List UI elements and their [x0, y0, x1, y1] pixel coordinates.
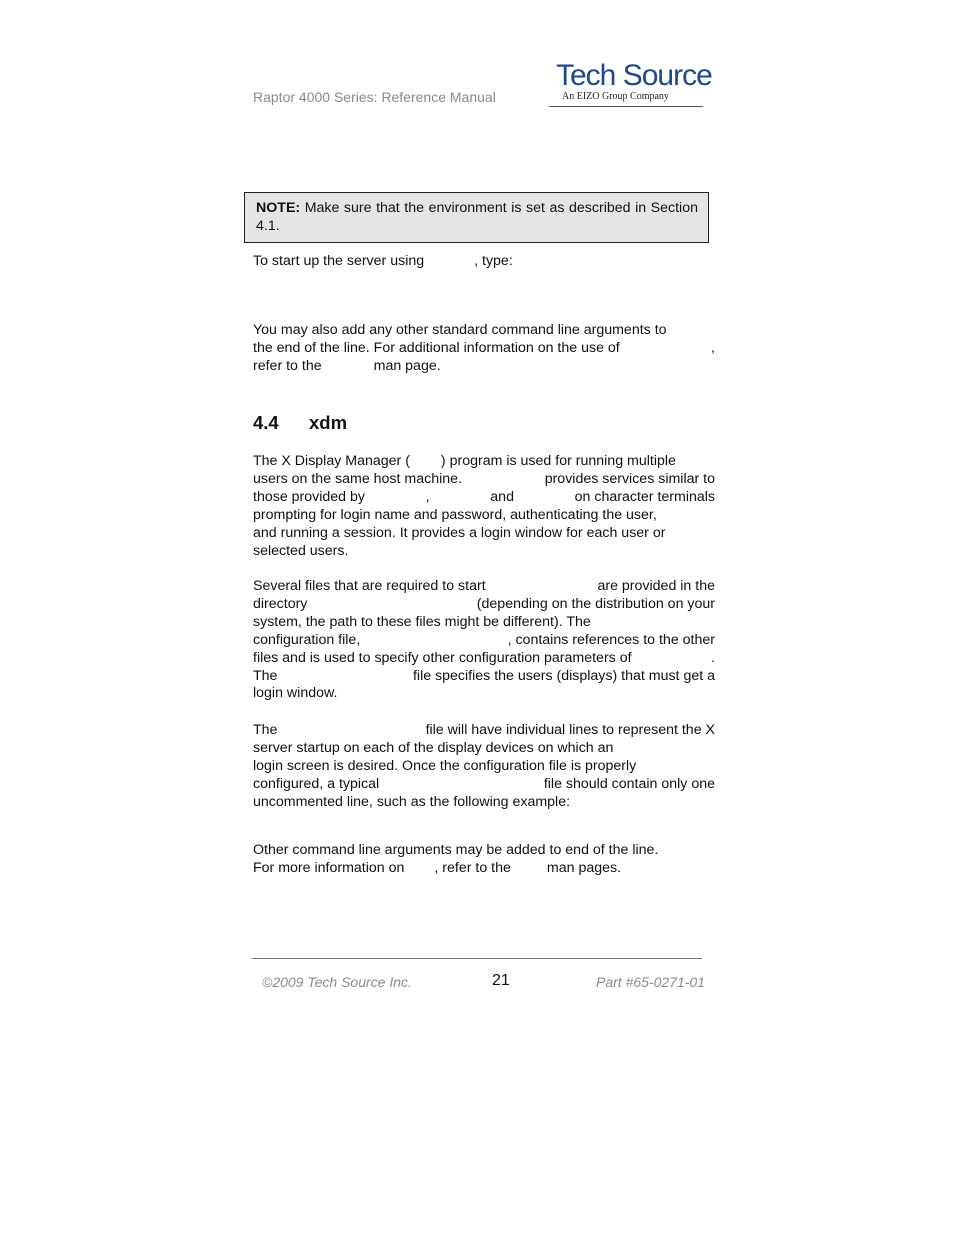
xdm-intro-paragraph	[253, 453, 715, 560]
text-fragment: login window.	[253, 685, 338, 702]
text-fragment: prompting for login name and password, authenticating the user,	[253, 506, 657, 523]
text-fragment: file will have individual lines to represent the X	[425, 722, 715, 738]
text-fragment: selected users.	[253, 542, 349, 559]
text-fragment: configuration file,	[253, 631, 361, 648]
text-fragment: and	[490, 488, 514, 505]
section-heading	[253, 412, 347, 434]
text-fragment: login screen is desired. Once the configuration file is properly	[253, 757, 637, 774]
header-title: Raptor 4000 Series: Reference Manual	[253, 89, 496, 105]
note-label: NOTE:	[256, 200, 301, 216]
text-fragment: on character terminals	[574, 488, 715, 505]
text-fragment: file specifies the users (displays) that must get a	[412, 667, 715, 684]
text-fragment: provides services similar to	[544, 470, 715, 487]
page-number: 21	[492, 972, 510, 989]
text-fragment: , refer to the	[434, 859, 511, 876]
text-fragment: (depending on the distribution on your	[476, 595, 715, 612]
text-fragment: system, the path to these files might be different). The	[253, 613, 591, 630]
text-fragment: The	[253, 667, 278, 684]
logo-main-text: Tech Source	[556, 59, 712, 92]
text-fragment: .	[711, 649, 715, 666]
section-title: xdm	[309, 412, 348, 433]
servers-paragraph	[253, 722, 715, 812]
footer-divider	[252, 958, 702, 959]
text-fragment: are provided in the	[597, 578, 715, 594]
header-divider	[549, 106, 703, 107]
footer-copyright: ©2009 Tech Source Inc.	[262, 974, 412, 990]
arguments-paragraph	[253, 322, 715, 376]
files-paragraph	[253, 578, 715, 703]
text-fragment: , type:	[474, 253, 513, 269]
text-fragment: files and is used to specify other configuration parameters of	[253, 649, 632, 666]
text-fragment: directory	[253, 595, 308, 612]
text-fragment: refer to the	[253, 357, 322, 374]
other-args-paragraph	[253, 842, 715, 878]
text-fragment: uncommented line, such as the following example:	[253, 793, 571, 810]
text-fragment: those provided by	[253, 488, 365, 505]
text-fragment: For more information on	[253, 859, 405, 876]
text-fragment: the end of the line. For additional information on the use of	[253, 339, 620, 356]
text-fragment: ) program is used for running multiple	[440, 453, 676, 469]
tech-source-logo	[556, 59, 712, 102]
text-fragment: The X Display Manager (	[253, 453, 410, 469]
footer-part-number: Part #65-0271-01	[596, 974, 705, 990]
text-fragment: ,	[711, 339, 715, 356]
text-fragment: To start up the server using	[253, 253, 425, 269]
text-fragment: The	[253, 722, 278, 738]
text-fragment: server startup on each of the display devices on which an	[253, 739, 614, 756]
section-number: 4.4	[253, 412, 279, 433]
text-fragment: and running a session. It provides a login window for each user or	[253, 524, 666, 541]
text-fragment: You may also add any other standard command line arguments to	[253, 322, 667, 338]
text-fragment: users on the same host machine.	[253, 470, 462, 487]
text-fragment: man page.	[373, 357, 441, 374]
text-fragment: configured, a typical	[253, 775, 380, 792]
logo-sub-text: An EIZO Group Company	[562, 91, 669, 102]
text-fragment: man pages.	[546, 859, 622, 876]
text-fragment: , contains references to the other	[507, 631, 715, 648]
text-fragment: Other command line arguments may be added to end of the line.	[253, 842, 659, 858]
text-fragment: Several files that are required to start	[253, 578, 486, 594]
note-text: Make sure that the environment is set as described in Section 4.1.	[256, 200, 698, 234]
text-fragment: file should contain only one	[543, 775, 715, 792]
text-fragment: ,	[425, 488, 430, 505]
note-box	[244, 192, 709, 243]
startup-paragraph	[253, 253, 715, 271]
